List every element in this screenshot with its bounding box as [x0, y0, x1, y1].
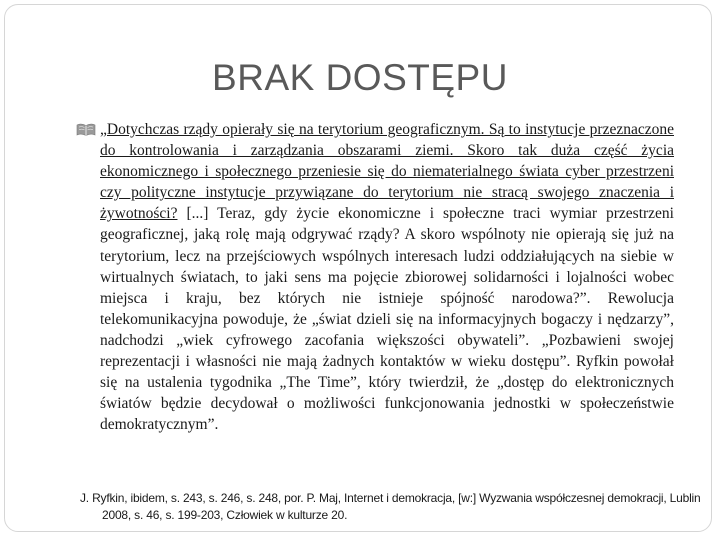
quote-underlined: „Dotychczas rządy opierały się na terytorium geograficznym. Są to instytucje przeznaczone do kontrolowania i zarządzania obszarami ziemi. Skoro tak duża część życia ekonomicznego i społecznego przeniesie się do niematerialnego świata cyber przestrzeni czy polityczne instytucje przywiązane do terytorium nie stracą swojego znaczenia i żywotności? [100, 121, 674, 223]
quote-rest: [...] Teraz, gdy życie ekonomiczne i społeczne traci wymiar przestrzeni geograficznej, jaką rolę mają odgrywać rządy? A skoro wspólnoty nie opierają się już na terytorium, lecz na przejściowych wspólnych interesach ludzi oddziałujących na siebie w wirtualnych światach, to jaki sens ma pojęcie zbiorowej solidarności i lojalności wobec miejsca i kraju, bez których nie istnieje spójność narodowa?”. Rewolucja telekomunikacyjna powoduje, że „świat dzieli się na informacyjnych bogaczy i nędzarzy”, nadchodzi „wiek cyfrowego zacofania większości obywateli”. „Pozbawieni swojej reprezentacji i własności nie mają żadnych kontaktów w wieku dostępu”. Ryfkin powołał się na ustalenia tygodnika „The Time”, który twierdził, że „dostęp do elektronicznych światów będzie decydował o możliwości funkcjonowania jednostki w społeczeństwie demokratycznym”. [100, 205, 674, 434]
book-icon [76, 123, 96, 137]
bullet-item [76, 119, 676, 435]
footnote: J. Ryfkin, ibidem, s. 243, s. 246, s. 248, por. P. Maj, Internet i demokracja, [w:] Wyzwania współczesnej demokracji, Lublin 2008, s. 46, s. 199-203, Człowiek w kulturze 20. [80, 491, 701, 522]
slide-title: BRAK DOSTĘPU [212, 57, 508, 98]
quote-text [100, 119, 674, 435]
